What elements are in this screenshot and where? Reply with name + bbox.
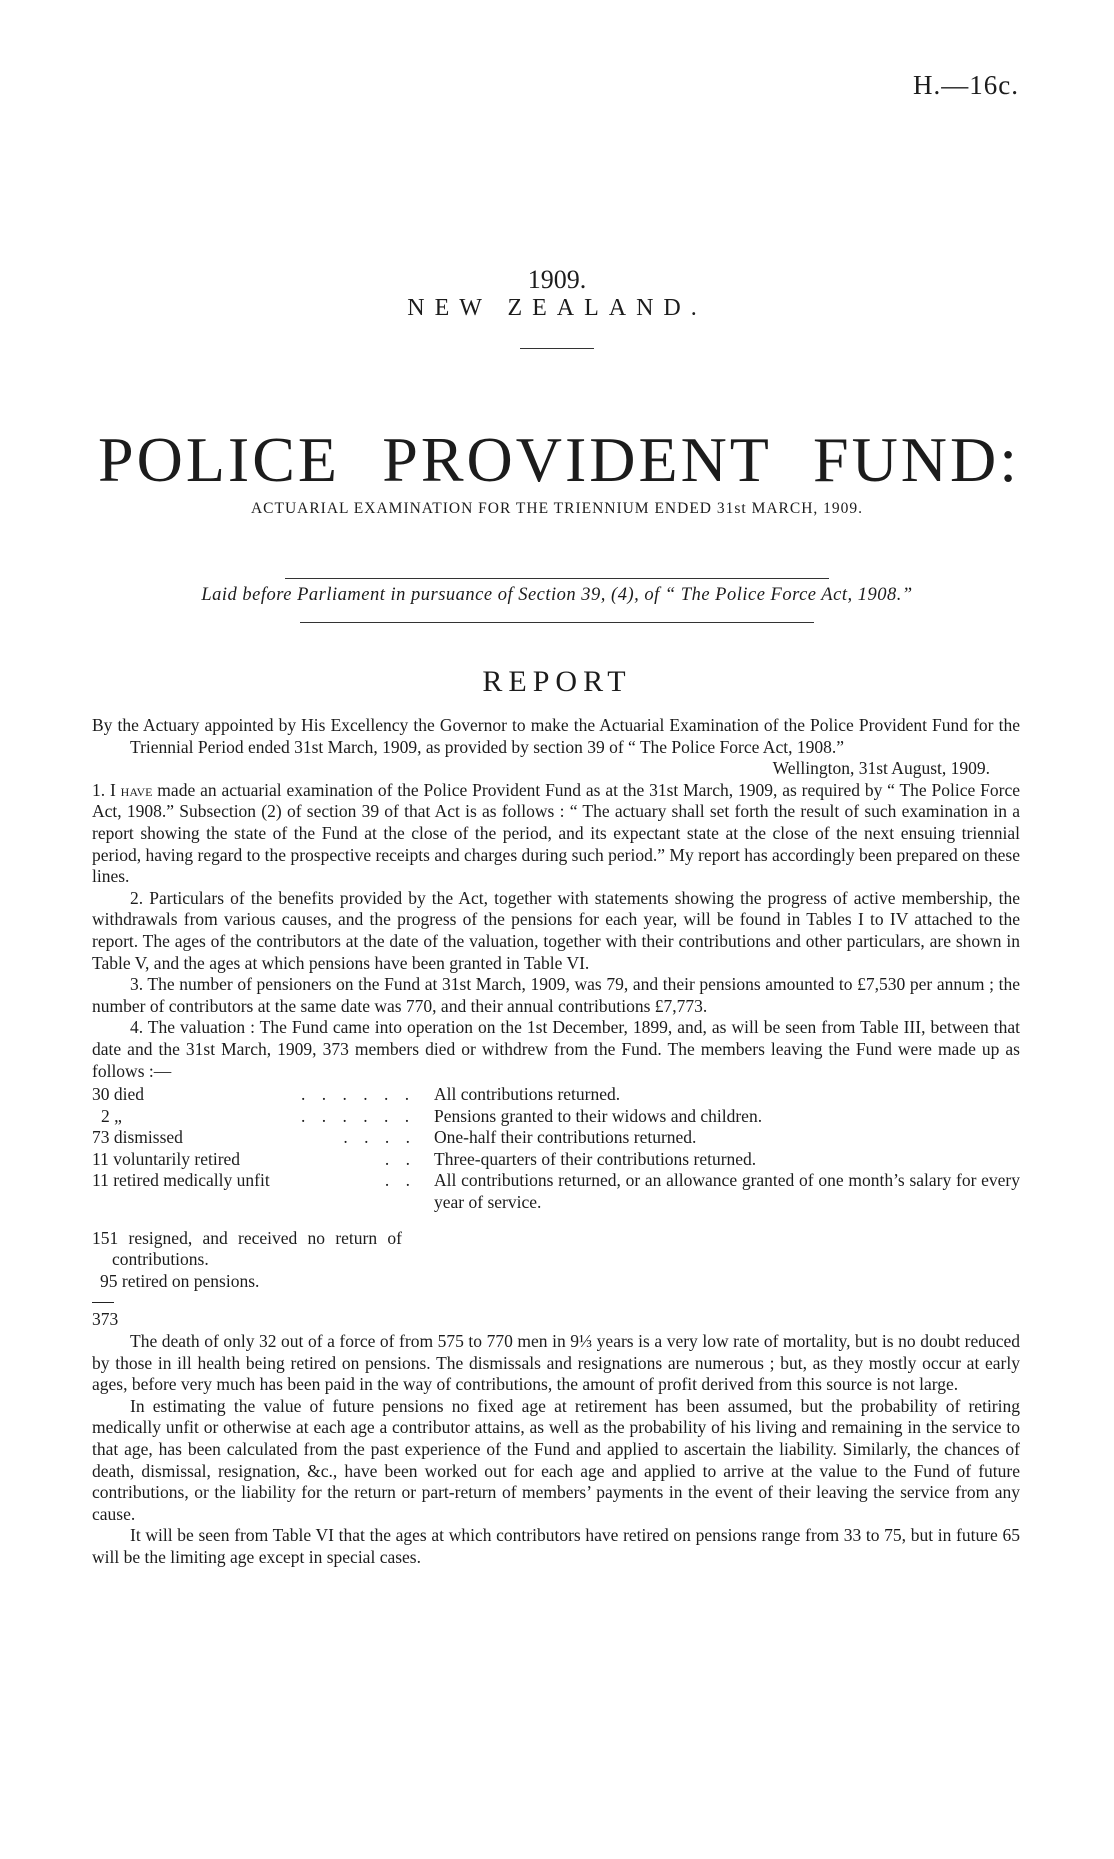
report-body [92,715,1020,1569]
row-count: 30 died [92,1084,145,1105]
laid-before-note: Laid before Parliament in pursuance of Section 39, (4), of “ The Police Force Act, 1908.” [201,585,913,605]
row-leader: . . . . . . [301,1084,416,1105]
divider [520,348,594,349]
paragraph-3: 3. The number of pensioners on the Fund at 31st March, 1909, was 79, and their pensions amounted to £7,530 per annum ; the number of contributors at the same date was 770, and their annual contributions £7,773. [92,974,1020,1016]
total: 373 [92,1309,119,1330]
table-row [92,1084,1020,1106]
page-reference: H.—16c. [913,70,1019,100]
table-row [92,1127,1020,1149]
row-leader: . . . . [343,1127,416,1148]
report-heading: REPORT [482,665,632,698]
paragraph-1 [92,780,1020,888]
paragraph-6: In estimating the value of future pensions no fixed age at retirement has been assumed, but the probability of retiring medically unfit or otherwise at each age a contributor attains, as well as the probability of his living and remaining in the service to that age, has been calculated from the past experience of the Fund and applied to ascertain the liability. Similarly, the chances of death, dismissal, resignation, &c., have been worked out for each age and applied to arrive at the value to the Fund of future contributions, or the liability for the return or part-return of members’ payments in the event of their leaving the service from any cause. [92,1395,1020,1524]
row-count: 11 voluntarily retired [92,1148,241,1169]
row-description: All contributions returned. [434,1084,621,1105]
total-rule [92,1302,114,1303]
paragraph-5: The death of only 32 out of a force of from 575 to 770 men in 9⅓ years is a very low rate of mortality, but is no doubt reduced by those in ill health being retired on pensions. The dismissals and resignations are numerous ; but, as they mostly occur at early ages, before very much has been paid in the way of contributions, the amount of profit derived from this source is not large. [92,1331,1020,1395]
paragraph-1-text: made an actuarial examination of the Police Provident Fund as at the 31st March, 1909, as required by “ The Police Force Act, 1908.” Subsection (2) of section 39 of that Act is as follows : “ The actuary shall set forth the result of such examination in a report showing the state of the Fund at the close of the period, and its expectant state at the close of the next ensuing triennial period, having regard to the prospective receipts and charges during such period.” My report has accordingly been prepared on these lines. [92,779,1021,887]
paragraph-4: 4. The valuation : The Fund came into operation on the 1st December, 1899, and, as will be seen from Table III, between that date and the 31st March, 1909, 373 members died or withdrew from the Fund. The members leaving the Fund were made up as follows :— [92,1017,1020,1081]
report-intro: By the Actuary appointed by His Excellency the Governor to make the Actuarial Examination of the Police Provident Fund for the Triennial Period ended 31st March, 1909, as provided by section 39 of “ The Police Force Act, 1908.” [92,715,1020,757]
divider [300,622,814,623]
row-leader: . . [384,1148,416,1169]
row-description: One-half their contributions returned. [434,1127,697,1148]
table-row [92,1170,1020,1213]
year: 1909. [527,265,587,294]
paragraph-1-lead: 1. I have [92,779,153,800]
row-count: 11 retired medically unfit [92,1170,270,1191]
row-leader: . . [384,1170,416,1191]
row-leader: . . . . . . [301,1105,416,1126]
row-description: Pensions granted to their widows and children. [434,1105,763,1126]
row-count: 73 dismissed [92,1127,183,1148]
divider [285,578,829,579]
document-title: POLICE PROVIDENT FUND: [98,424,1020,495]
members-leaving-table [92,1084,1020,1214]
document-subtitle: ACTUARIAL EXAMINATION FOR THE TRIENNIUM ENDED 31st MARCH, 1909. [250,500,864,517]
row-description: Three-quarters of their contributions returned. [434,1148,757,1169]
row-description: All contributions returned, or an allowance granted of one month’s salary for every year of service. [434,1170,1020,1213]
table-row [92,1106,1020,1128]
table-row [92,1149,1020,1171]
country: NEW ZEALAND. [407,295,707,321]
paragraph-2: 2. Particulars of the benefits provided by the Act, together with statements showing the progress of active membership, the withdrawals from various causes, and the progress of the pensions for each year, will be found in Tables I to IV attached to the report. The ages of the contributors at the date of the valuation, together with their contributions and other particulars, are shown in Table V, and the ages at which pensions have been granted in Table VI. [92,887,1020,973]
pensions-row: 95 retired on pensions. [100,1270,260,1291]
row-count: 2 „ [101,1105,122,1126]
resigned-row: 151 resigned, and received no return of contributions. [92,1227,402,1270]
paragraph-7: It will be seen from Table VI that the ages at which contributors have retired on pensions range from 33 to 75, but in future 65 will be the limiting age except in special cases. [92,1525,1020,1567]
report-signature: Wellington, 31st August, 1909. [772,758,990,779]
